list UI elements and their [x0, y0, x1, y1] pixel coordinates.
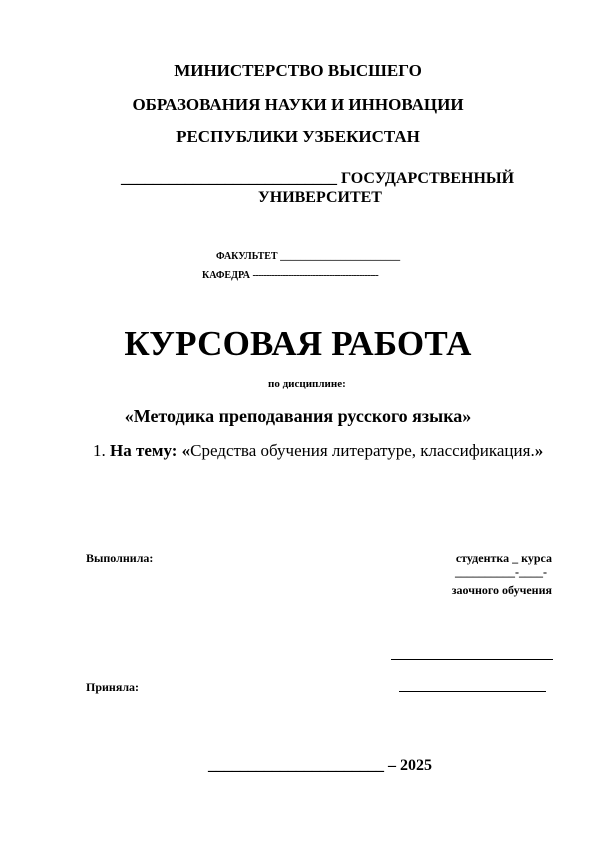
- faculty-blank: ________________________: [280, 251, 401, 262]
- topic-open-quote: «: [181, 441, 191, 460]
- accepted-label: Приняла:: [86, 680, 140, 694]
- university-word-2: УНИВЕРСИТЕТ: [258, 189, 382, 206]
- performed-label: Выполнила:: [86, 551, 154, 565]
- ministry-line-2: ОБРАЗОВАНИЯ НАУКИ И ИННОВАЦИИ: [132, 95, 464, 114]
- department-dashes: ----------------------------------------------: [252, 270, 379, 281]
- topic-number: 1.: [93, 441, 106, 460]
- student-group: __________-____-: [455, 565, 547, 579]
- topic-close-quote: »: [534, 441, 544, 460]
- university-line: [121, 171, 514, 187]
- topic-text: Средства обучения литературе, классификация.: [190, 441, 535, 460]
- ministry-line-1: МИНИСТЕРСТВО ВЫСШЕГО: [174, 61, 422, 80]
- footer-line: [208, 758, 432, 774]
- department-label: КАФЕДРА: [202, 270, 251, 281]
- topic-line: [93, 442, 543, 459]
- department-line: [202, 271, 378, 281]
- topic-label: На тему:: [110, 441, 178, 460]
- footer-city-blank: ______________________: [208, 757, 384, 774]
- signature-line-student: [391, 659, 553, 660]
- footer-year: – 2025: [388, 757, 432, 774]
- faculty-label: ФАКУЛЬТЕТ: [216, 251, 278, 262]
- signature-line-teacher: [399, 691, 546, 692]
- document-title: КУРСОВАЯ РАБОТА: [124, 324, 472, 363]
- discipline-label: по дисциплине:: [268, 378, 346, 390]
- faculty-line: [216, 252, 400, 262]
- study-form: заочного обучения: [451, 583, 552, 597]
- student-course: студентка _ курса: [455, 551, 552, 565]
- ministry-line-3: РЕСПУБЛИКИ УЗБЕКИСТАН: [176, 127, 420, 146]
- university-word-1: ГОСУДАРСТВЕННЫЙ: [341, 170, 515, 187]
- university-blank: ___________________________: [121, 170, 337, 187]
- subject-title: «Методика преподавания русского языка»: [124, 406, 472, 426]
